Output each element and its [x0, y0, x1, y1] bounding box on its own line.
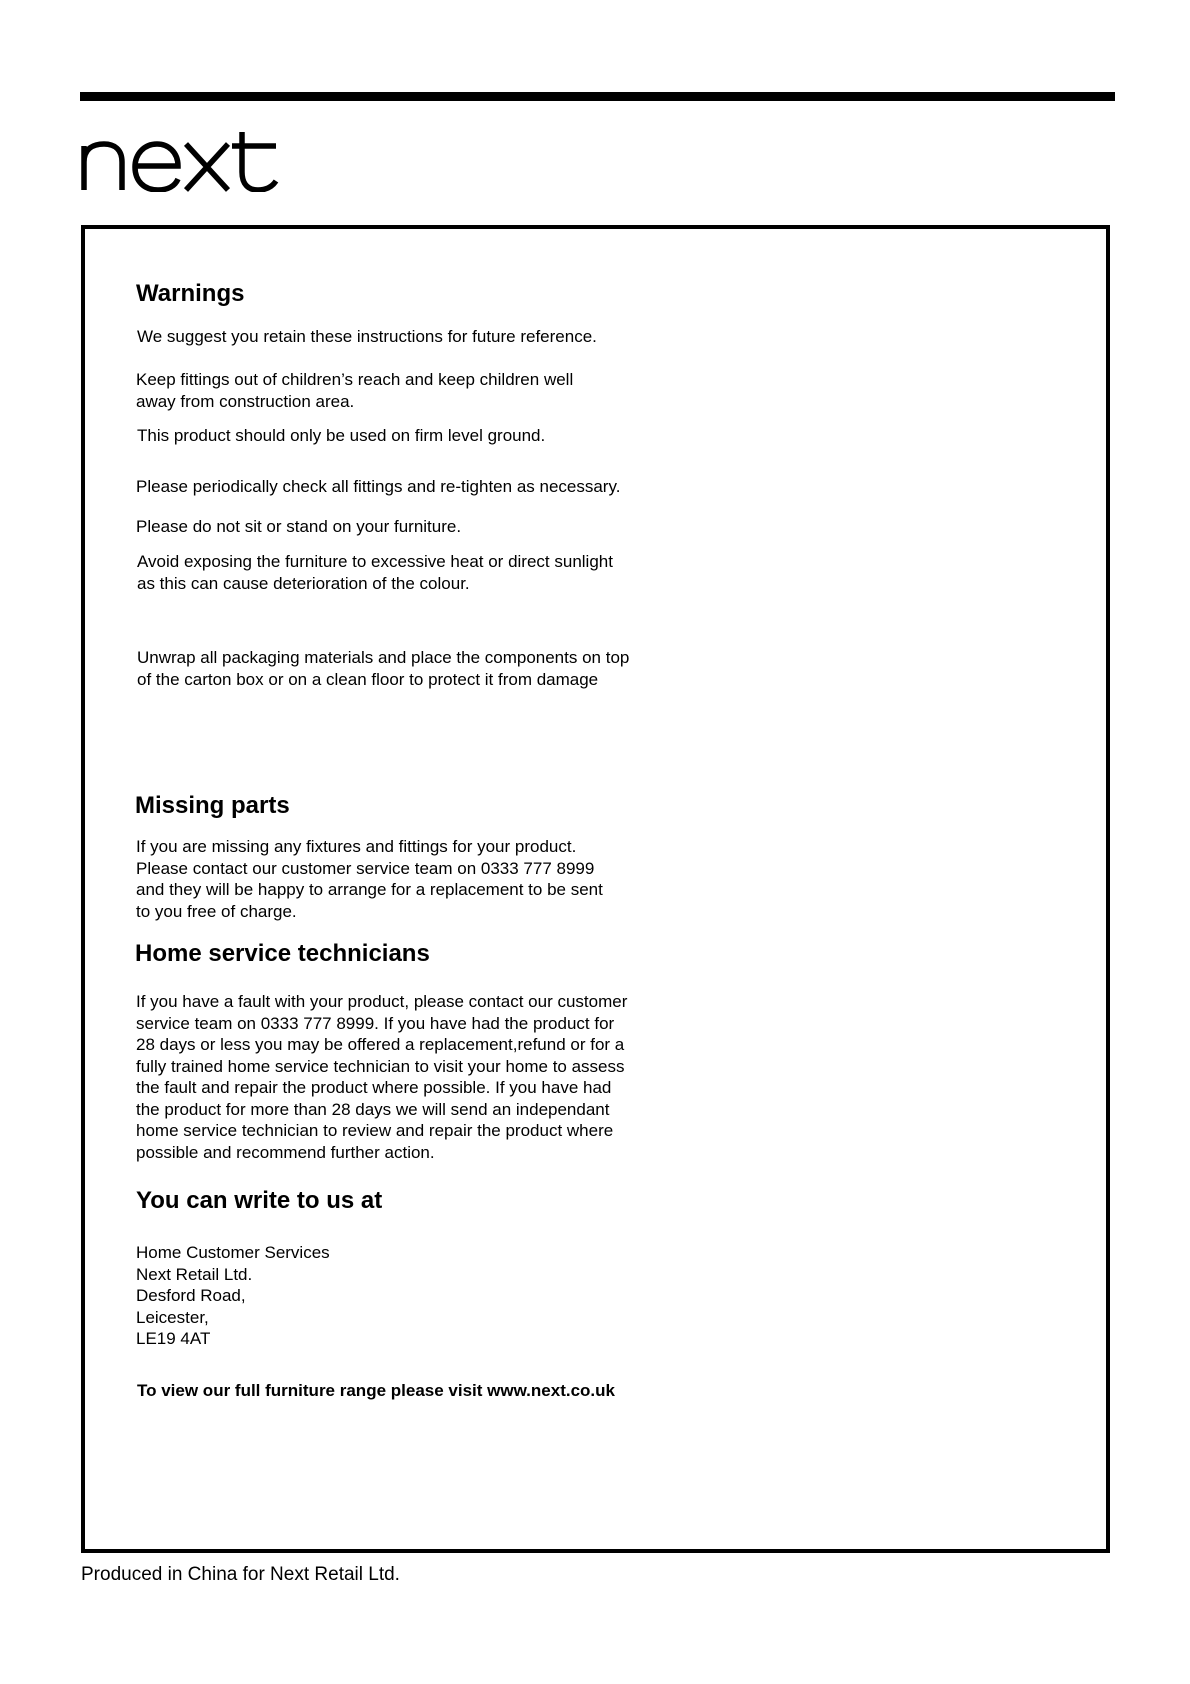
heat-warning: Avoid exposing the furniture to excessive heat or direct sunlight as this can cause deterioration of the colour. — [137, 552, 613, 593]
missing-parts-heading: Missing parts — [135, 792, 290, 819]
top-rule — [80, 92, 1115, 101]
produced-in-note: Produced in China for Next Retail Ltd. — [81, 1564, 400, 1585]
write-heading: You can write to us at — [136, 1187, 383, 1214]
retain-instructions-text: We suggest you retain these instructions for future reference. — [137, 327, 597, 346]
postal-address: Home Customer Services Next Retail Ltd. Desford Road, Leicester, LE19 4AT — [136, 1243, 330, 1348]
technicians-text: If you have a fault with your product, please contact our customer service team on 0333 777 8999. If you have had the product for 28 days or less you may be offered a replacement,refund or for a fully trained home service technician to visit your home to assess the fault and repair the product where possible. If you have had the product for more than 28 days we will send an independant home service technician to review and repair the product where possible and recommend further action. — [136, 992, 628, 1162]
check-fittings-warning: Please periodically check all fittings and re-tighten as necessary. — [136, 477, 621, 496]
website-visit-text: To view our full furniture range please visit www.next.co.uk — [137, 1381, 615, 1400]
technicians-heading: Home service technicians — [135, 940, 430, 967]
unwrap-instruction: Unwrap all packaging materials and place the components on top of the carton box or on a clean floor to protect it from damage — [137, 648, 630, 689]
ground-warning: This product should only be used on firm level ground. — [137, 426, 546, 445]
next-logo — [80, 132, 280, 192]
sit-stand-warning: Please do not sit or stand on your furniture. — [136, 517, 462, 536]
missing-parts-text: If you are missing any fixtures and fittings for your product. Please contact our customer service team on 0333 777 8999 and they will be happy to arrange for a replacement to be sent to you free of charge. — [136, 837, 603, 921]
fittings-warning: Keep fittings out of children’s reach and keep children well away from construction area. — [136, 370, 574, 411]
warnings-heading: Warnings — [136, 280, 245, 307]
